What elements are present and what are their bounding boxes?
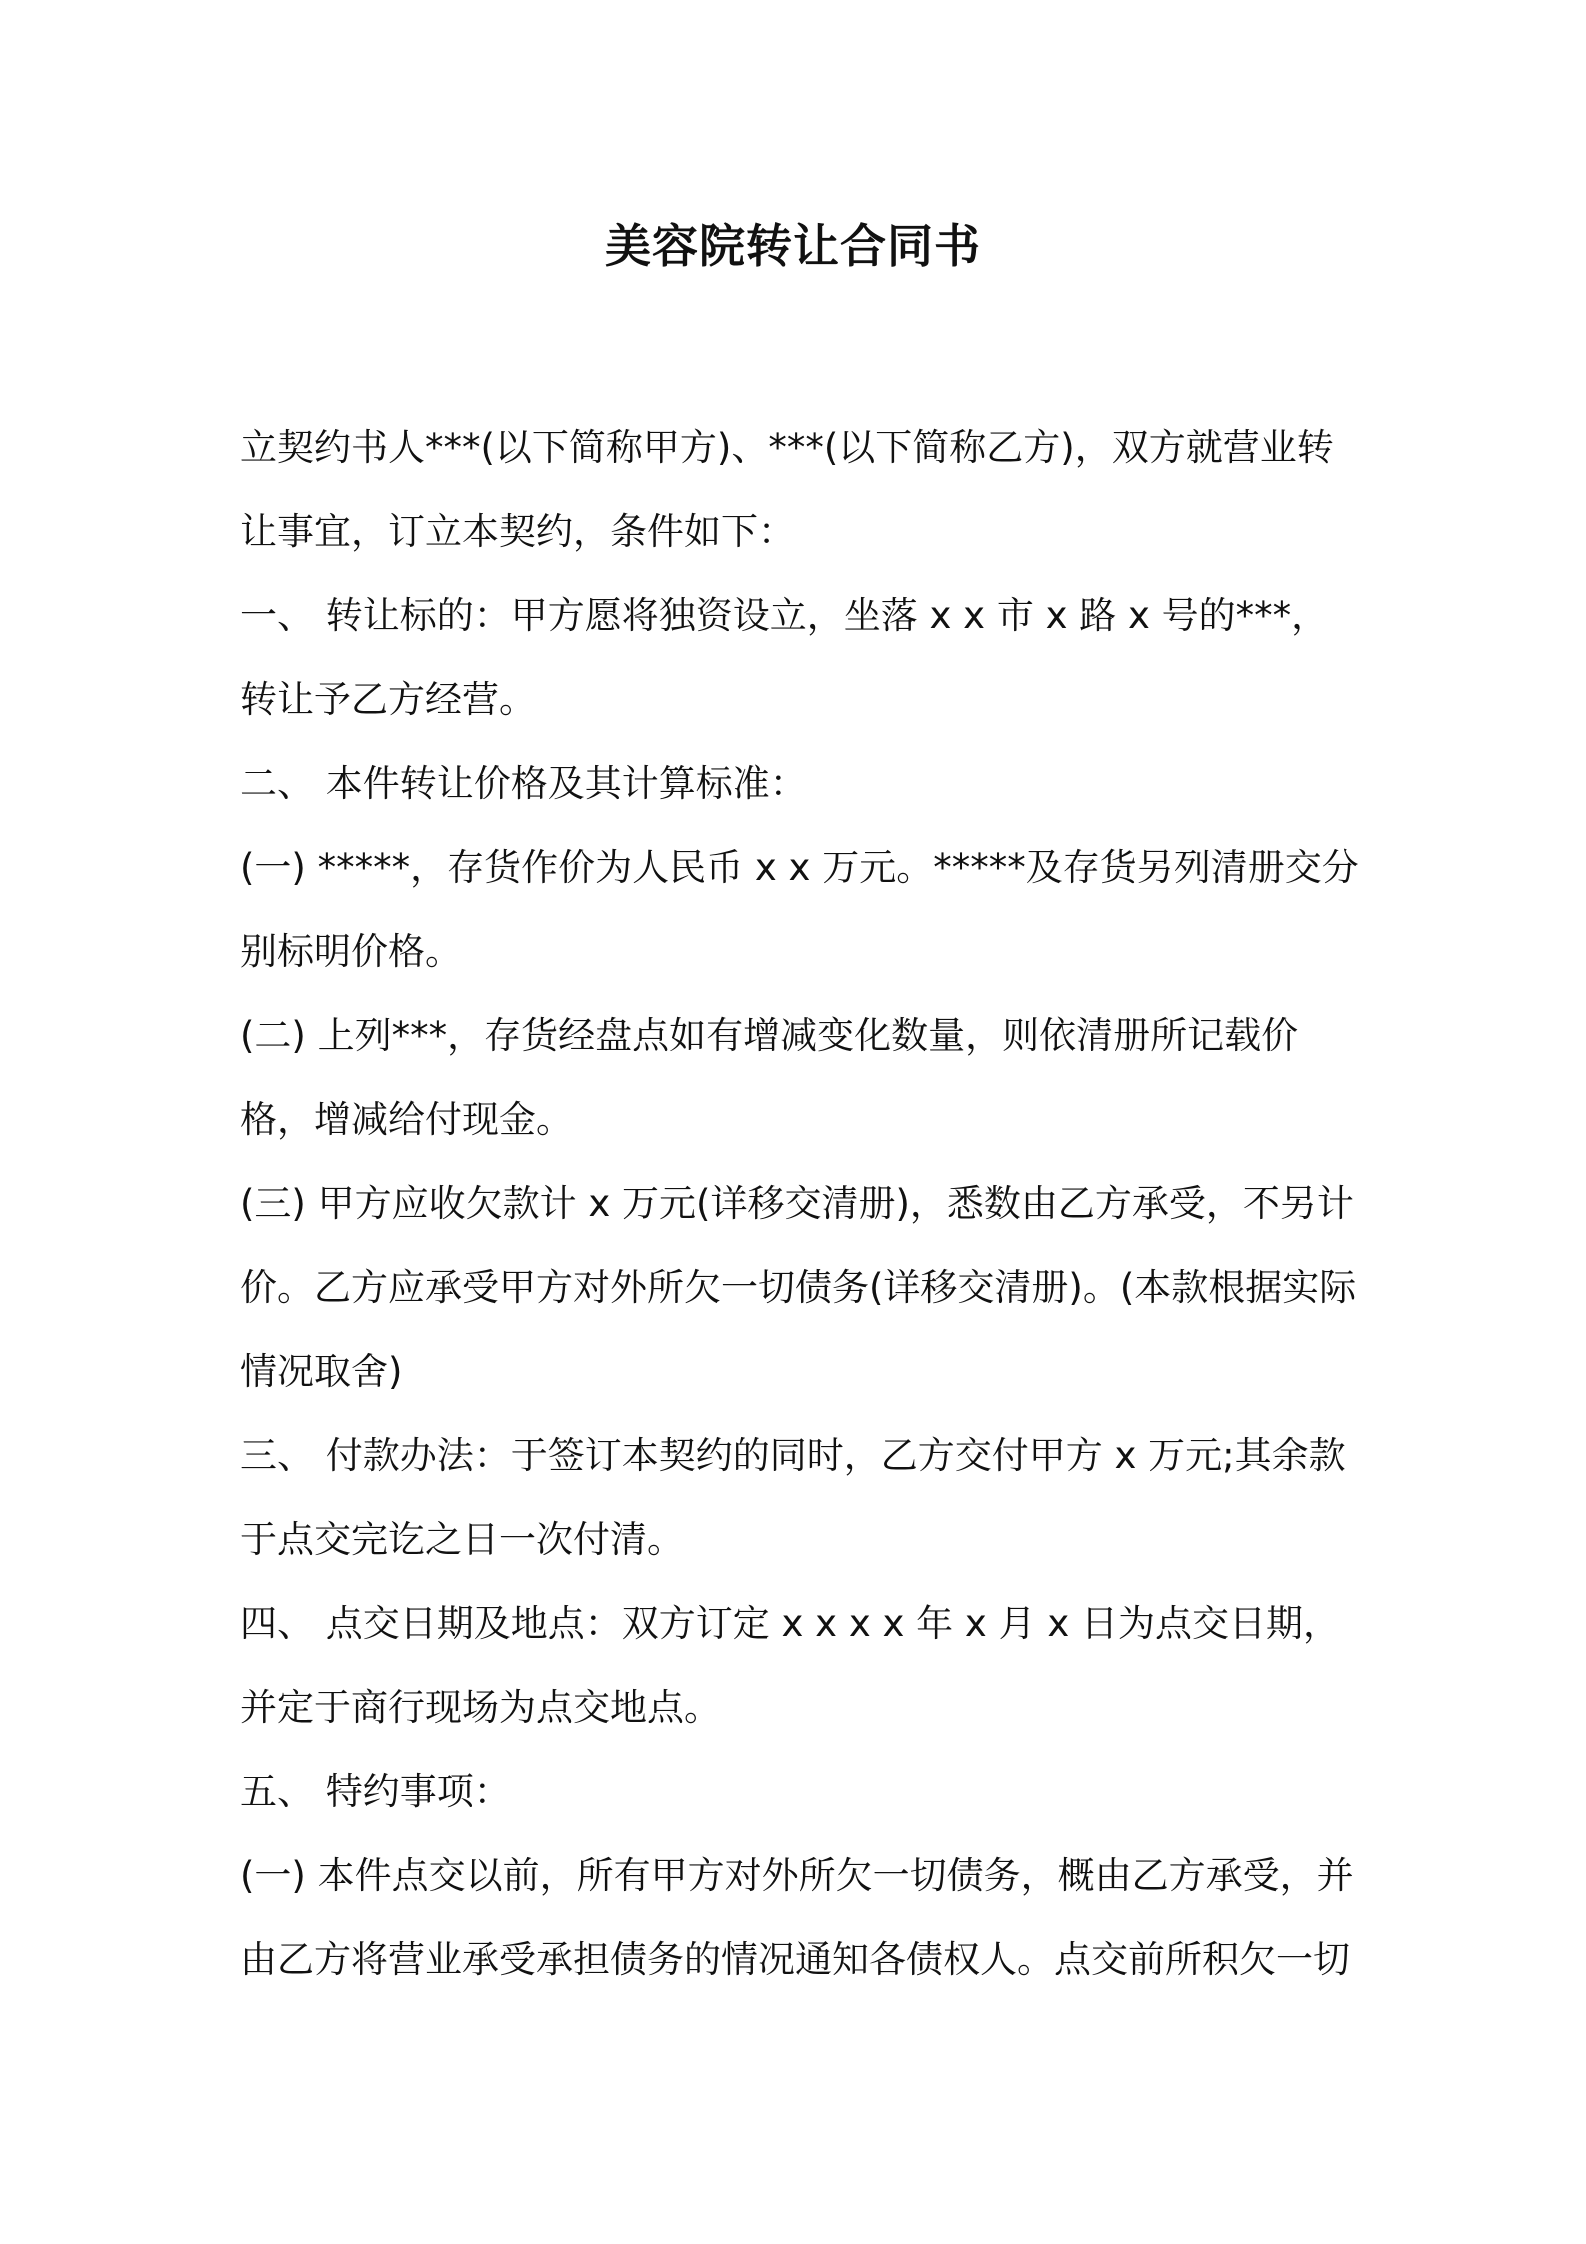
- document-title: 美容院转让合同书: [605, 219, 981, 273]
- paragraph-preamble: 立契约书人***(以下简称甲方)、***(以下简称乙方)，双方就营业转让事宜，订立本契约，条件如下：: [240, 426, 1334, 553]
- paragraph-section-1: 一、 转让标的：甲方愿将独资设立，坐落 x x 市 x 路 x 号的***，转让予乙方经营。: [240, 594, 1329, 721]
- paragraph-section-2-item-1: (一) *****，存货作价为人民币 x x 万元。*****及存货另列清册交分别标明价格。: [240, 846, 1359, 973]
- paragraph-section-2: 二、 本件转让价格及其计算标准：: [240, 762, 807, 805]
- paragraph-section-4: 四、 点交日期及地点：双方订定 x x x x 年 x 月 x 日为点交日期，并定于商行现场为点交地点。: [240, 1602, 1340, 1729]
- document-body: [240, 406, 1360, 2002]
- paragraph-section-5: 五、 特约事项：: [240, 1770, 511, 1813]
- paragraph-section-5-item-1: (一) 本件点交以前，所有甲方对外所欠一切债务，概由乙方承受，并由乙方将营业承受承担债务的情况通知各债权人。点交前所积欠一切: [240, 1854, 1354, 1981]
- paragraph-section-2-item-3: (三) 甲方应收欠款计 x 万元(详移交清册)，悉数由乙方承受，不另计价。乙方应承受甲方对外所欠一切债务(详移交清册)。(本款根据实际情况取舍): [240, 1182, 1357, 1393]
- paragraph-section-3: 三、 付款办法：于签订本契约的同时，乙方交付甲方 x 万元;其余款于点交完讫之日一次付清。: [240, 1434, 1346, 1561]
- paragraph-section-2-item-2: (二) 上列***，存货经盘点如有增减变化数量，则依清册所记载价格，增减给付现金。: [240, 1014, 1299, 1141]
